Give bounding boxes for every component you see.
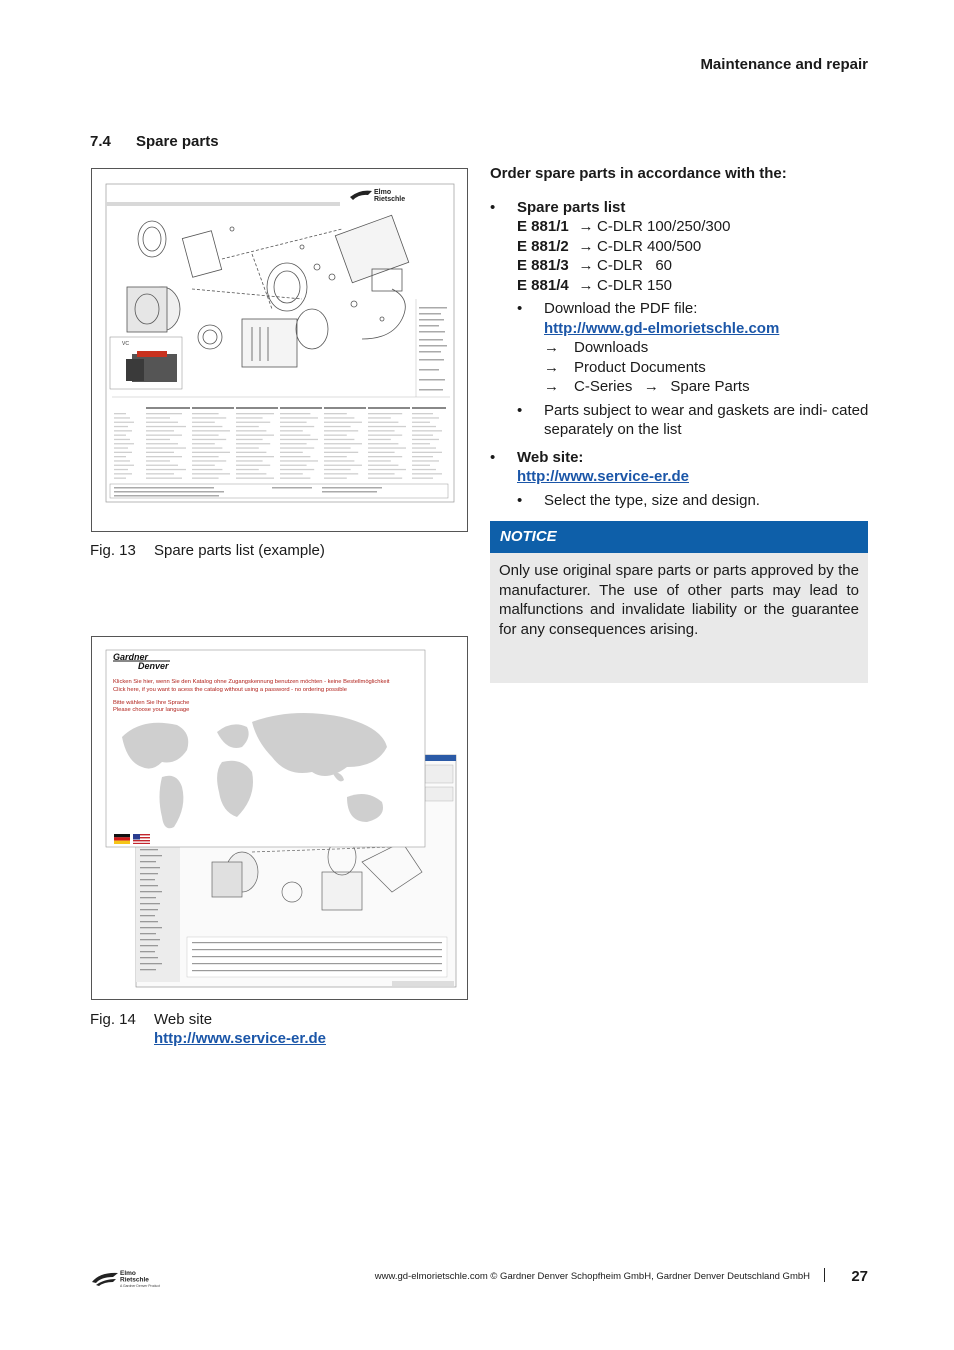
table-row-line — [324, 426, 351, 427]
path-step-1: → Downloads — [544, 339, 649, 356]
table-row-line — [146, 460, 170, 461]
figure-14-text: Web site — [154, 1011, 213, 1028]
footer-separator — [824, 1268, 825, 1282]
lead-text: Order spare parts in accordance with the: — [490, 165, 787, 182]
table-row-line — [412, 426, 436, 427]
table-row-line — [192, 469, 222, 470]
table-row-line — [114, 426, 128, 427]
web-site-heading: Web site: — [517, 448, 584, 466]
path-step-2: → Product Documents — [544, 358, 706, 376]
table-row-line — [368, 460, 391, 461]
table-row-line — [280, 430, 303, 431]
svg-text:Rietschle: Rietschle — [120, 1276, 149, 1284]
table-row-line — [146, 413, 182, 414]
screen-text-de: Klicken Sie hier, wenn Sie den Katalog ohne Zugangskennung benutzen möchten - keine Bestellmöglichkeit — [113, 679, 390, 685]
notice-text: Only use original spare parts or parts approved by the manufacturer. The use of other parts may lead to malfunctions and invalidate liability or the guarantee for any consequences arising. — [490, 553, 868, 683]
table-row-line — [280, 469, 314, 470]
table-row-line — [324, 422, 362, 423]
table-row-line — [368, 426, 406, 427]
table-row-line — [192, 417, 226, 418]
table-row-line — [146, 439, 170, 440]
screen-text-en: Click here, if you want to acess the catalog without using a password - no ordering possible — [113, 687, 347, 693]
list-item: E 881/3 → C-DLR 60 — [517, 257, 673, 274]
table-row-line — [324, 456, 347, 457]
table-row-line — [280, 478, 310, 479]
section-heading — [90, 133, 219, 150]
table-row-line — [236, 456, 274, 457]
table-row-line — [324, 435, 347, 436]
table-row-line — [368, 430, 395, 431]
figure-spare-parts-list — [91, 168, 468, 532]
list-item: E 881/1 → C-DLR 100/250/300 — [517, 218, 731, 235]
table-row-line — [114, 443, 134, 444]
web-site-screenshot — [92, 637, 467, 999]
table-row-line — [114, 413, 126, 414]
figure-13-text: Spare parts list (example) — [154, 542, 325, 559]
table-row-line — [368, 439, 391, 440]
table-row-line — [368, 465, 398, 466]
table-row-line — [412, 422, 430, 423]
table-row-line — [236, 430, 266, 431]
path-step-3: → C-Series → Spare Parts — [544, 378, 750, 395]
table-row-line — [236, 426, 259, 427]
table-row-line — [368, 473, 395, 474]
table-row-line — [324, 439, 354, 440]
figure-14-label: Fig. 14 — [90, 1011, 136, 1028]
table-row-line — [280, 460, 318, 461]
table-row-line — [192, 413, 219, 414]
table-row-line — [192, 435, 219, 436]
running-header: Maintenance and repair — [700, 56, 868, 73]
screen-lang-en: Please choose your language — [113, 707, 190, 713]
table-row-line — [192, 447, 222, 448]
section-title: Spare parts — [136, 133, 219, 150]
table-row-line — [324, 460, 354, 461]
table-row-line — [280, 417, 318, 418]
table-row-line — [146, 422, 178, 423]
table-row-line — [280, 439, 318, 440]
download-link[interactable]: http://www.gd-elmorietschle.com — [544, 319, 780, 337]
table-row-line — [114, 469, 128, 470]
flag-us-icon[interactable] — [133, 834, 150, 844]
figure-14-caption — [90, 1010, 326, 1048]
table-row-line — [280, 422, 307, 423]
table-row-line — [146, 435, 182, 436]
gd-brand-line1: Gardner — [113, 652, 149, 662]
table-row-line — [324, 465, 362, 466]
table-row-line — [412, 435, 433, 436]
table-row-line — [236, 413, 274, 414]
table-row-line — [280, 465, 307, 466]
spare-parts-instructions — [490, 164, 870, 510]
svg-text:Elmo: Elmo — [120, 1270, 136, 1277]
table-row-line — [324, 478, 347, 479]
table-row-line — [368, 443, 398, 444]
table-row-line — [324, 417, 354, 418]
table-row-line — [114, 435, 126, 436]
table-row-line — [192, 456, 219, 457]
table-row-line — [114, 439, 130, 440]
table-row-line — [280, 443, 307, 444]
table-row-line — [368, 422, 398, 423]
table-row-line — [192, 460, 226, 461]
brand-line2: Rietschle — [374, 196, 406, 203]
table-row-line — [412, 469, 436, 470]
table-row-line — [192, 426, 222, 427]
table-row-line — [280, 426, 314, 427]
table-row-line — [324, 430, 358, 431]
table-row-line — [236, 417, 263, 418]
table-row-line — [236, 478, 274, 479]
brand-line1: Elmo — [374, 189, 392, 196]
table-row-line — [236, 422, 270, 423]
table-row-line — [280, 413, 310, 414]
bullet-web-site: • Web site: http://www.service-er.de • Select the type, size and design. — [490, 448, 870, 511]
table-row-line — [192, 465, 215, 466]
table-row-line — [236, 469, 259, 470]
table-row-line — [280, 456, 310, 457]
table-row-line — [146, 426, 186, 427]
screen-lang-de: Bitte wählen Sie Ihre Sprache — [113, 700, 190, 706]
table-row-line — [114, 422, 134, 423]
table-row-line — [280, 452, 303, 453]
table-row-line — [412, 452, 442, 453]
table-row-line — [368, 413, 402, 414]
table-row-line — [412, 430, 442, 431]
table-row-line — [146, 473, 174, 474]
page-number: 27 — [851, 1268, 868, 1285]
table-row-line — [146, 417, 170, 418]
table-row-line — [236, 465, 270, 466]
table-row-line — [114, 465, 134, 466]
table-row-line — [114, 447, 128, 448]
section-number: 7.4 — [90, 133, 111, 150]
figure-web-site — [91, 636, 468, 1000]
table-row-line — [192, 422, 215, 423]
table-row-line — [280, 473, 303, 474]
table-row-line — [192, 452, 230, 453]
table-row-line — [412, 443, 430, 444]
table-row-line — [412, 413, 433, 414]
table-row-line — [146, 452, 174, 453]
table-row-line — [192, 473, 230, 474]
table-row-line — [114, 417, 130, 418]
list-item: E 881/4 → C-DLR 150 — [517, 276, 673, 294]
table-row-line — [192, 478, 219, 479]
table-row-line — [324, 473, 358, 474]
table-row-line — [412, 460, 439, 461]
footer-website: www.gd-elmorietschle.com — [374, 1271, 488, 1282]
table-row-line — [236, 447, 259, 448]
table-row-line — [368, 469, 406, 470]
doc-title: VC — [122, 341, 129, 347]
table-row-line — [146, 430, 174, 431]
table-row-line — [146, 447, 186, 448]
footer-text — [375, 1271, 810, 1282]
table-row-line — [146, 478, 182, 479]
table-row-line — [236, 473, 266, 474]
table-row-line — [146, 443, 178, 444]
spare-list-heading: Spare parts list — [517, 198, 626, 216]
table-row-line — [368, 478, 402, 479]
bullet-spare-parts-list: • Spare parts list E 881/1 → C-DLR 100/250/300 E 881/2 → C-DLR 400/500 E 881/3 → C-DLR 60 E 881/4 → C-DLR 150 • Download the PDF file: http://www.gd-elmorietschle.com → Downloads → Product Documents → C-Series → Spare Parts • Parts subject to wear and gaskets are indi- cated separately on the list — [490, 198, 869, 438]
table-row-line — [412, 478, 433, 479]
table-row-line — [368, 452, 395, 453]
table-row-line — [368, 447, 406, 448]
table-row-line — [192, 439, 226, 440]
sub-bullet-download: • Download the PDF file: http://www.gd-elmorietschle.com → Downloads → Product Documents → C-Series → Spare Parts — [517, 299, 870, 397]
table-row-line — [324, 443, 362, 444]
table-row-line — [236, 435, 274, 436]
web-site-link[interactable]: http://www.service-er.de — [517, 468, 689, 485]
figure-14-link[interactable]: http://www.service-er.de — [154, 1030, 326, 1047]
table-row-line — [192, 430, 230, 431]
table-row-line — [114, 456, 126, 457]
svg-text:A Gardner Denver Product: A Gardner Denver Product — [120, 1284, 160, 1288]
sub-bullet-wear: • Parts subject to wear and gaskets are indi- cated separately on the list — [517, 401, 869, 438]
table-row-line — [368, 456, 402, 457]
table-row-line — [146, 465, 178, 466]
table-row-line — [146, 456, 182, 457]
table-row-line — [114, 430, 132, 431]
table-row-line — [412, 417, 439, 418]
table-row-line — [236, 439, 263, 440]
table-row-line — [412, 439, 439, 440]
table-row-line — [412, 465, 430, 466]
table-row-line — [236, 443, 270, 444]
sub-bullet-select: • Select the type, size and design. — [517, 491, 760, 509]
table-row-line — [114, 452, 132, 453]
footer-copyright: © Gardner Denver Schopfheim GmbH, Gardner Denver Deutschland GmbH — [490, 1271, 810, 1282]
spare-parts-drawing — [92, 169, 467, 531]
figure-13-caption — [90, 542, 325, 559]
table-row-line — [412, 447, 436, 448]
table-row-line — [324, 413, 347, 414]
table-row-line — [236, 452, 266, 453]
gd-brand-line2: Denver — [138, 661, 169, 671]
table-row-line — [368, 435, 402, 436]
table-row-line — [280, 435, 310, 436]
table-row-line — [324, 447, 351, 448]
notice-heading: NOTICE — [490, 521, 868, 553]
list-item: E 881/2 → C-DLR 400/500 — [517, 237, 702, 255]
flag-german-icon[interactable] — [114, 834, 130, 844]
table-row-line — [192, 443, 215, 444]
table-row-line — [146, 469, 186, 470]
table-row-line — [324, 452, 358, 453]
table-row-line — [114, 460, 130, 461]
table-row-line — [236, 460, 263, 461]
table-row-line — [280, 447, 314, 448]
table-row-line — [368, 417, 391, 418]
table-row-line — [412, 473, 442, 474]
table-row-line — [324, 469, 351, 470]
footer-logo — [90, 1268, 170, 1288]
table-row-line — [114, 473, 132, 474]
table-row-line — [114, 478, 126, 479]
table-row-line — [412, 456, 433, 457]
figure-13-label: Fig. 13 — [90, 542, 136, 559]
